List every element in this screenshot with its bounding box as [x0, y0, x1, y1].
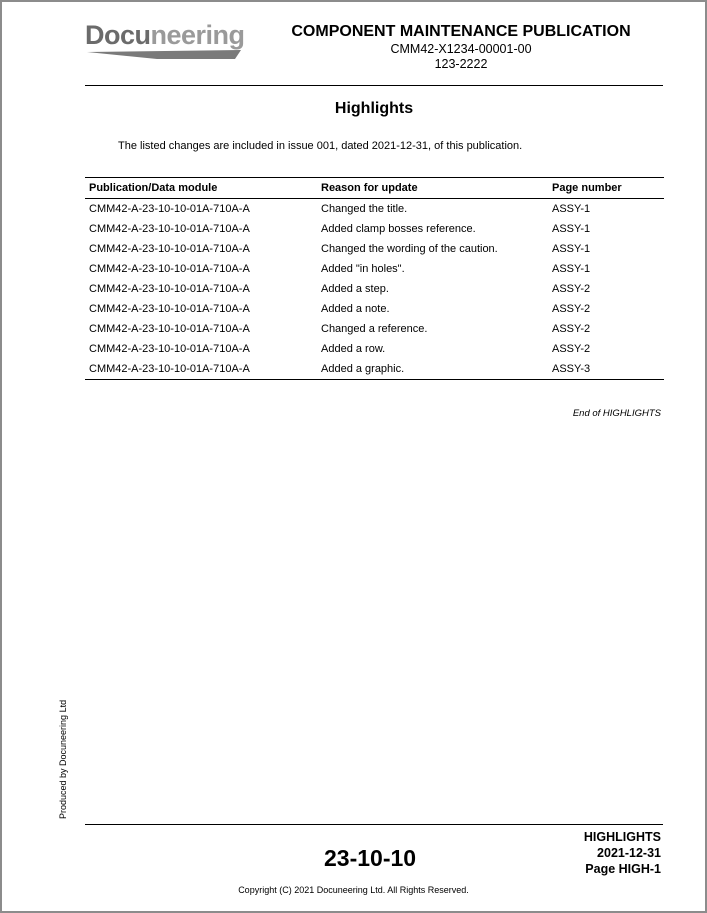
cell-page: ASSY-2	[552, 323, 591, 335]
table-row	[85, 319, 664, 339]
cell-page: ASSY-2	[552, 283, 591, 295]
publication-code: CMM42-X1234-00001-00	[390, 42, 532, 56]
cell-module: CMM42-A-23-10-10-01A-710A-A	[89, 323, 250, 335]
cell-page: ASSY-1	[552, 243, 591, 255]
cell-reason: Added a step.	[321, 283, 389, 295]
table-row	[85, 359, 664, 380]
footer-divider	[85, 824, 663, 825]
table-row	[85, 339, 664, 359]
table-header-row	[85, 178, 664, 199]
cell-module: CMM42-A-23-10-10-01A-710A-A	[89, 343, 250, 355]
cell-reason: Changed a reference.	[321, 323, 428, 335]
table-row	[85, 299, 664, 319]
cell-reason: Changed the title.	[321, 203, 408, 215]
footer-page: Page HIGH-1	[585, 862, 661, 876]
logo-part-1: Docu	[85, 20, 151, 50]
table-row	[85, 279, 664, 299]
cell-module: CMM42-A-23-10-10-01A-710A-A	[89, 243, 250, 255]
footer-date: 2021-12-31	[597, 846, 661, 860]
cell-page: ASSY-2	[552, 343, 591, 355]
cell-page: ASSY-1	[552, 223, 591, 235]
cell-module: CMM42-A-23-10-10-01A-710A-A	[89, 263, 250, 275]
cell-reason: Added "in holes".	[321, 263, 405, 275]
publication-number: 123-2222	[434, 57, 488, 71]
end-of-section-note: End of HIGHLIGHTS	[572, 408, 661, 419]
cell-page: ASSY-1	[552, 263, 591, 275]
table-row	[85, 219, 664, 239]
cell-module: CMM42-A-23-10-10-01A-710A-A	[89, 283, 250, 295]
producer-sidebar-text: Produced by Docuneering Ltd	[58, 699, 68, 819]
table-row	[85, 259, 664, 279]
logo-swoosh-icon	[85, 49, 245, 61]
copyright-notice: Copyright (C) 2021 Docuneering Ltd. All Rights Reserved.	[238, 885, 469, 895]
table-row	[85, 199, 664, 220]
cell-module: CMM42-A-23-10-10-01A-710A-A	[89, 203, 250, 215]
column-header-reason: Reason for update	[317, 178, 548, 199]
intro-text: The listed changes are included in issue 001, dated 2021-12-31, of this publication.	[118, 140, 523, 152]
logo-part-2: neering	[150, 20, 245, 50]
cell-reason: Added clamp bosses reference.	[321, 223, 476, 235]
company-logo	[85, 20, 245, 62]
table-row	[85, 239, 664, 259]
section-title: Highlights	[334, 100, 414, 117]
column-header-page: Page number	[548, 178, 664, 199]
cell-page: ASSY-1	[552, 203, 591, 215]
cell-module: CMM42-A-23-10-10-01A-710A-A	[85, 359, 317, 380]
cell-reason: Added a graphic.	[317, 359, 548, 380]
publication-header	[281, 22, 641, 72]
footer-info	[584, 829, 661, 877]
cell-reason: Added a note.	[321, 303, 390, 315]
cell-reason: Added a row.	[321, 343, 386, 355]
highlights-table	[85, 177, 664, 380]
column-header-module: Publication/Data module	[85, 178, 317, 199]
cell-reason: Changed the wording of the caution.	[321, 243, 498, 255]
publication-title: COMPONENT MAINTENANCE PUBLICATION	[291, 23, 631, 40]
chapter-number: 23-10-10	[324, 845, 417, 871]
cell-page: ASSY-3	[548, 359, 664, 380]
header-divider	[85, 85, 663, 86]
cell-module: CMM42-A-23-10-10-01A-710A-A	[89, 223, 250, 235]
cell-module: CMM42-A-23-10-10-01A-710A-A	[89, 303, 250, 315]
footer-section: HIGHLIGHTS	[583, 830, 661, 844]
cell-page: ASSY-2	[552, 303, 591, 315]
